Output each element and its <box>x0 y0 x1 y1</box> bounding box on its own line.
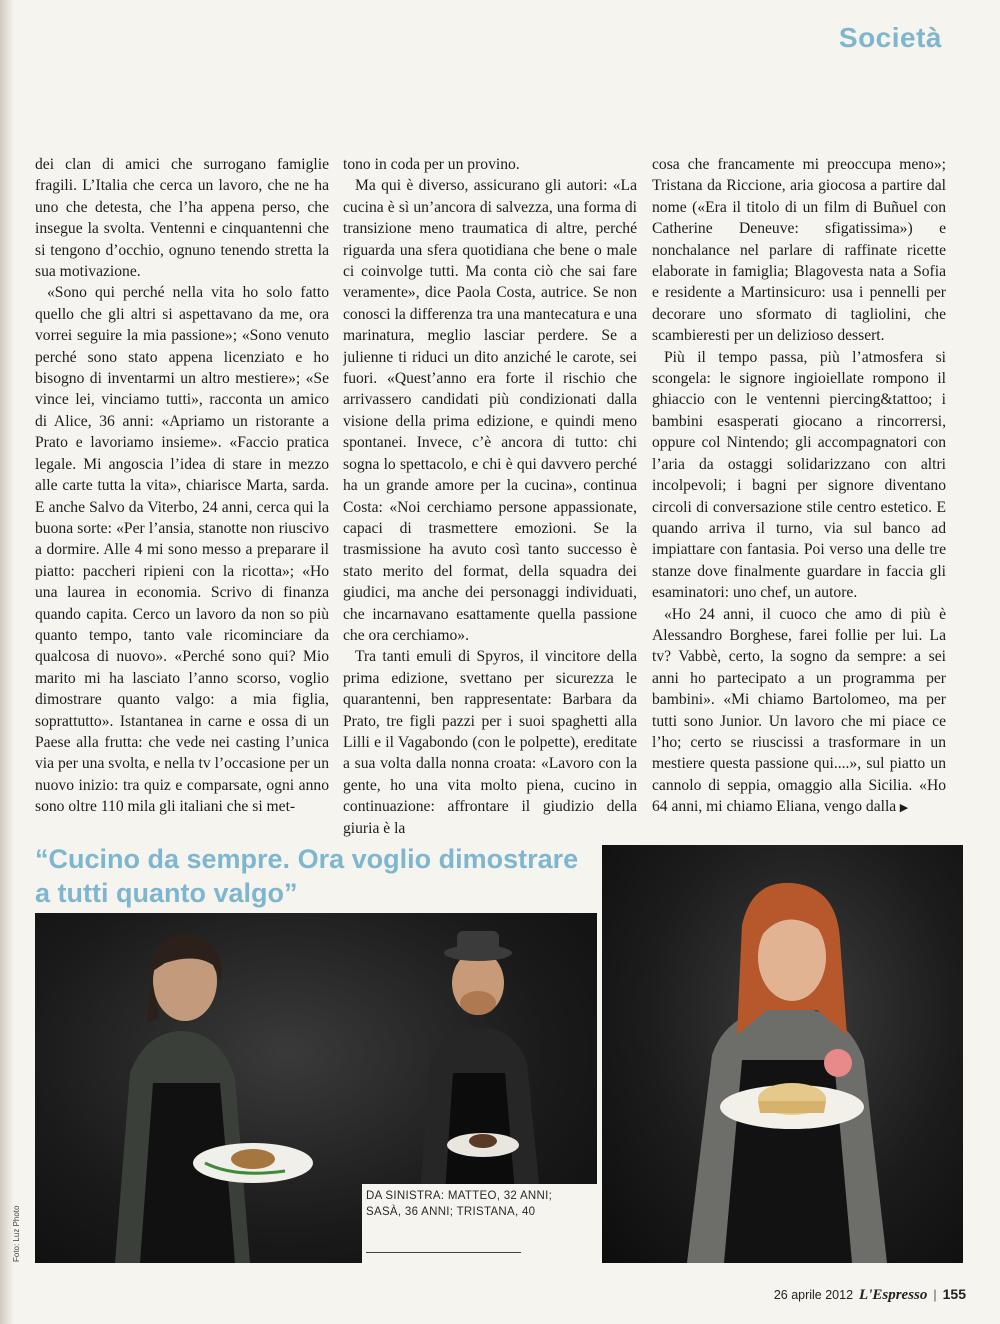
issue-date: 26 aprile 2012 <box>773 1288 854 1302</box>
footer-divider: | <box>933 1288 937 1302</box>
page-footer <box>774 1286 966 1304</box>
pull-quote: “Cucino da sempre. Ora voglio dimostrare a tutti quanto valgo” <box>35 844 579 908</box>
page-edge-shadow <box>0 0 14 1324</box>
person-figure <box>687 883 887 1263</box>
page-number: 155 <box>942 1286 966 1302</box>
magazine-logo: L'Espresso <box>859 1287 928 1303</box>
section-header: Società <box>838 22 942 53</box>
caption-rule <box>366 1252 521 1253</box>
photo-tristana <box>602 845 963 1263</box>
paragraph: Ma qui è diverso, assicurano gli autori: «La cucina è sì un’ancora di salvezza, una forma di transizione meno traumatica di altre, perché riguarda una sfera quotidiana che bene o male ci coinvolge tutti. Ma conta ciò che sai fare veramente», dice Paola Costa, autrice. Se non conosci la differenza tra una mantecatura e una marinatura, meglio lasciar perdere. Se a julienne ti riduci un dito anziché le carote, sei fuori. «Quest’anno era forte il rischio che arrivassero candidati più condizionati dalla visione della prima edizione, e quindi meno spontanei. Invece, c’è ancora di tutto: chi sogna lo spettacolo, e chi è qui davvero perché ha un grande amore per la cucina», continua Costa: «Noi cerchiamo persone appassionate, capaci di trasmettere emozioni. Se la trasmissione ha avuto così tanto successo è stato merito del format, della squadra dei giudici, ma anche dei personaggi individuati, che incarnavano esattamente quella passione che ora cerchiamo». <box>343 177 637 644</box>
person-figure <box>420 931 540 1193</box>
photo-illustration <box>602 845 963 1263</box>
paragraph: cosa che francamente mi preoccupa meno»; Tristana da Riccione, aria giocosa a partire dal nome («Era il titolo di un film di Buñuel con Catherine Deneuve: sfigatissima») e nonchalance nel parlare di raffinate ricette elaborate in famiglia; Blagovesta nata a Sofia e residente a Martinsicuro: usa i pennelli per decorare uno sformato di tagliolini, che scambieresti per un delizioso dessert. <box>652 156 946 345</box>
paragraph: «Ho 24 anni, il cuoco che amo di più è Alessandro Borghese, farei follie per lui. La tv? Vabbè, certo, la sogno da sempre: a sei anni ho partecipato a un programma per bambini». «Mi chiamo Bartolomeo, ma per tutti sono Junior. Un lavoro che mi piace ce l’ho; certo se riuscissi a trasformare in un mestiere questa passione qui....», sul piatto un cannolo di seppia, omaggio alla Sicilia. «Ho 64 anni, mi chiamo Eliana, vengo dalla ▶ <box>652 605 946 816</box>
paragraph: Tra tanti emuli di Spyros, il vincitore della prima edizione, svettano per sicurezza le quarantenni, ben rappresentate: Barbara da Prato, tre figli pazzi per i suoi spaghetti alla Lilli e il Vagabondo (con le polpette), ereditate a sua volta dalla nonna croata: «Lavoro con la gente, ho una vita molto piena, cucino in continuazione: affrontare il giudizio della giuria è la <box>343 648 637 837</box>
article-column-3 <box>652 154 946 840</box>
continue-arrow-icon: ▶ <box>896 801 909 815</box>
article-column-2 <box>343 154 637 840</box>
photo-caption: DA SINISTRA: MATTEO, 32 ANNI; SASÀ, 36 ANNI; TRISTANA, 40 <box>366 1190 553 1218</box>
person-figure <box>115 935 313 1263</box>
article-column-1 <box>35 154 329 840</box>
photo-credit: Foto: Luz Photo <box>12 1205 21 1262</box>
paragraph: tono in coda per un provino. <box>343 156 520 173</box>
paragraph: dei clan di amici che surrogano famiglie fragili. L’Italia che cerca un lavoro, che ne ha uno che detesta, che l’ha appena perso, che insegue la svolta. Ventenni e cinquantenni che si tengono d’occhio, ognuno tenendo stretta la sua motivazione. <box>35 156 329 281</box>
paragraph: Più il tempo passa, più l’atmosfera si scongela: le signore ingioiellate rompono il ghiaccio con le ventenni piercing&tattoo; i bambini esasperati giocano a rincorrersi, oppure col Nintendo; gli accompagnatori con l’aria da ostaggi solidarizzano con altri incolpevoli; i bagni per signore diventano circoli di conversazione stile centro estetico. E quando arriva il turno, via sul banco ad impiattare con fantasia. Poi verso una delle tre stanze dove finalmente guardare in faccia gli esaminatori: uno chef, un autore. <box>652 348 946 602</box>
paragraph: «Sono qui perché nella vita ho solo fatto quello che gli altri si aspettavano da me, ora vorrei seguire la mia passione»; «Sono venuto perché sono stato appena licenziato e ho bisogno di inventarmi un altro mestiere»; «Se vince lei, vinciamo tutti», racconta un amico di Alice, 36 anni: «Apriamo un ristorante a Prato e lavoriamo insieme». «Faccio pratica legale. Mi angoscia l’idea di stare in mezzo alle carte tutta la vita», chiarisce Marta, sarda. E anche Salvo da Viterbo, 24 anni, cerca qui la buona sorte: «Per l’ansia, stanotte non riuscivo a dormire. Alle 4 mi sono messo a preparare il piatto: paccheri ripieni con la ricotta»; «Ho una laurea in economia. Scrivo di finanza quando capita. Cerco un lavoro da non so più quanto tempo, tanto vale ricominciare da qualcosa di nuovo». «Perché sono qui? Mio marito mi ha lasciato l’anno scorso, voglio dimostrare quanto valgo: a mia figlia, soprattutto». Istantanea in carne e ossa di un Paese alla frutta: che vede nei casting l’unica via per una svolta, e nella tv l’occasione per un nuovo inizio: tra quiz e comparsate, ogni anno sono oltre 110 mila gli italiani che si met- <box>35 284 329 816</box>
